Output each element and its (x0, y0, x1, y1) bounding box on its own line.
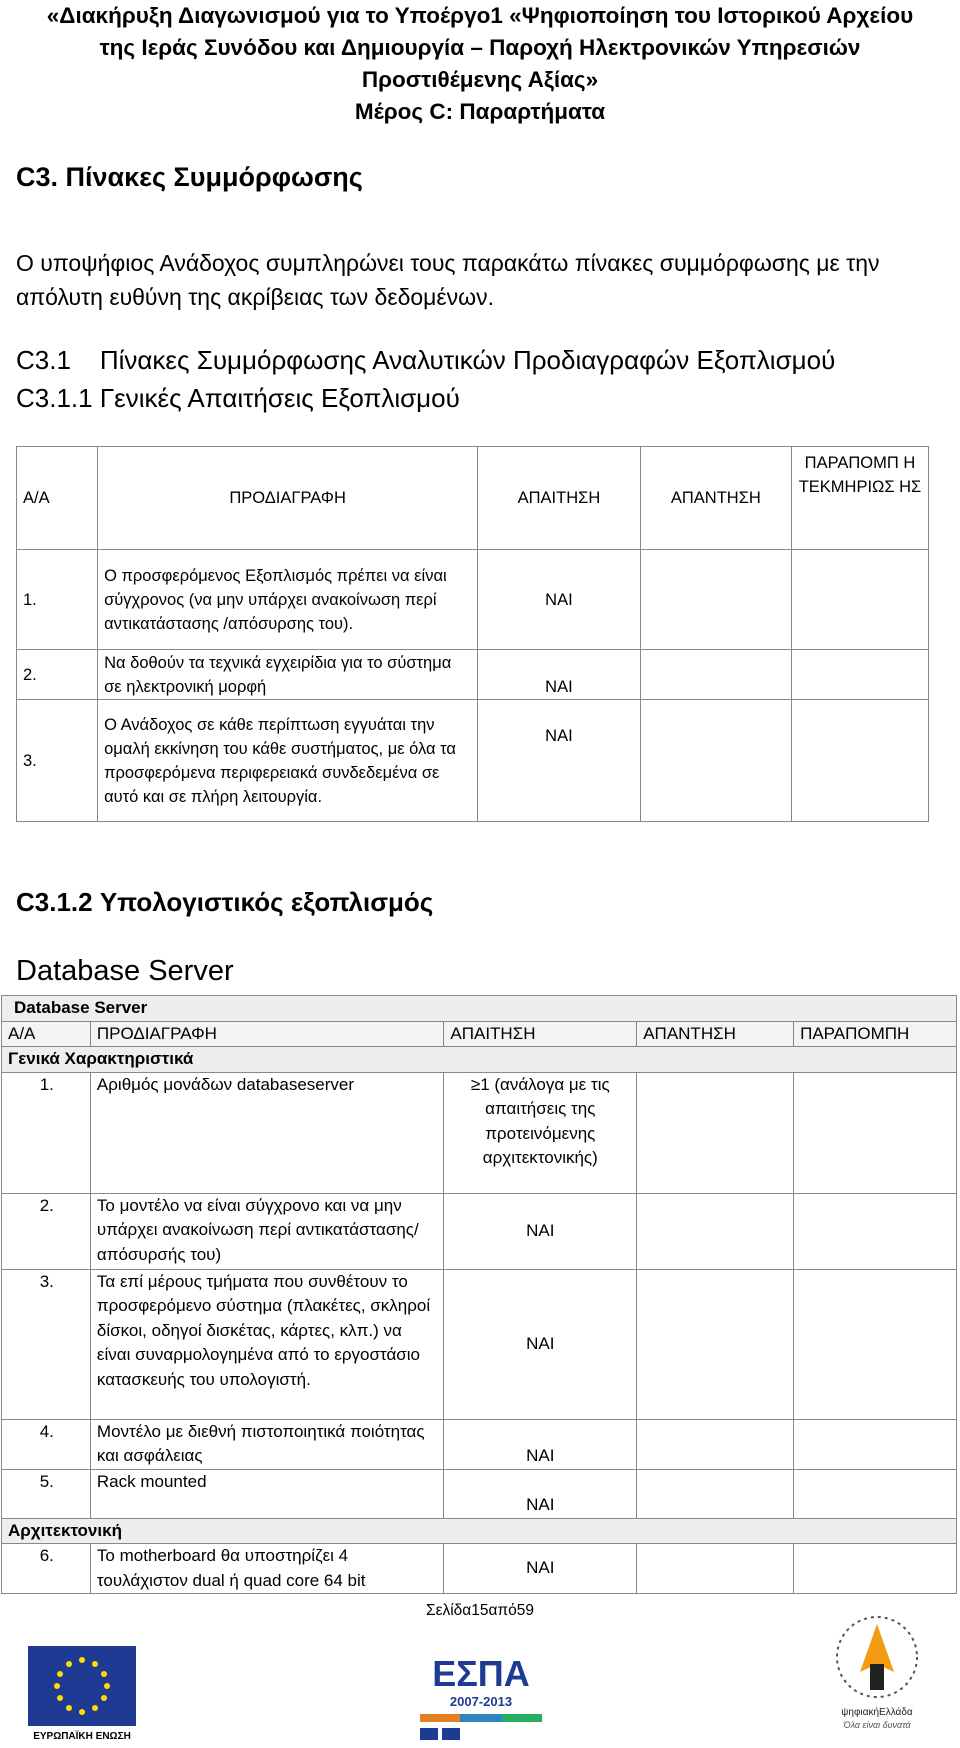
row-answer[interactable] (640, 650, 791, 700)
group-row (2, 1518, 957, 1544)
row-reference[interactable] (794, 1469, 957, 1518)
row-spec: Τα επί μέρους τμήματα που συνθέτουν το προσφερόμενο σύστημα (πλακέτες, σκληροί δίσκοι, οδηγοί δισκέτας, κάρτες, κλπ.) να είναι συναρμολογημένα από το εργοστάσιο κατασκευής του υπολογιστή. (90, 1269, 443, 1419)
table-row (2, 1544, 957, 1594)
digital-greece-emblem-icon (824, 1612, 930, 1702)
espa-logo (420, 1654, 542, 1740)
subsection-heading-c311: C3.1.1 Γενικές Απαιτήσεις Εξοπλισμού (16, 383, 460, 413)
row-aa: 3. (17, 700, 98, 822)
espa-years: 2007-2013 (449, 1694, 513, 1709)
table-row (2, 1072, 957, 1193)
row-spec: Ο προσφερόμενος Εξοπλισμός πρέπει να είναι σύγχρονος (να μην υπάρχει ανακοίνωση περί αντικατάστασης /απόσυρσης του). (98, 550, 478, 650)
row-aa: 1. (2, 1072, 91, 1193)
eu-logo (28, 1646, 136, 1741)
section-title: C3. Πίνακες Συμμόρφωσης (16, 162, 363, 192)
table-header-row (2, 1021, 957, 1047)
row-reference[interactable] (794, 1419, 957, 1469)
row-spec: Μοντέλο με διεθνή πιστοποιητικά ποιότητας και ασφάλειας (90, 1419, 443, 1469)
row-reference[interactable] (794, 1544, 957, 1594)
row-aa: 1. (17, 550, 98, 650)
row-aa: 6. (2, 1544, 91, 1594)
header-reference: ΠΑΡΑΠΟΜΠΗ (794, 1021, 957, 1047)
table-title-row (2, 996, 957, 1022)
row-reference[interactable] (794, 1072, 957, 1193)
header-line-2: της Ιεράς Συνόδου και Δημιουργία – Παροχή Ηλεκτρονικών Υπηρεσιών (99, 35, 861, 60)
group-label-general: Γενικά Χαρακτηριστικά (2, 1047, 957, 1073)
group-row (2, 1047, 957, 1073)
header-req: ΑΠΑΙΤΗΣΗ (444, 1021, 637, 1047)
header-spec: ΠΡΟΔΙΑΓΡΑΦΗ (90, 1021, 443, 1047)
header-spec: ΠΡΟΔΙΑΓΡΑΦΗ (98, 447, 478, 550)
group-label-architecture: Αρχιτεκτονική (2, 1518, 957, 1544)
header-reference: ΠΑΡΑΠΟΜΠ Η ΤΕΚΜΗΡΙΩΣ ΗΣ (791, 447, 928, 550)
row-answer[interactable] (640, 550, 791, 650)
row-answer[interactable] (637, 1193, 794, 1269)
table-row (17, 550, 929, 650)
subsection-heading-c312: C3.1.2 Υπολογιστικός εξοπλισμός (16, 887, 434, 917)
row-req: ΝΑΙ (444, 1193, 637, 1269)
espa-wordmark: ΕΣΠΑ (432, 1653, 530, 1694)
table-title: Database Server (2, 996, 957, 1022)
row-reference[interactable] (791, 550, 928, 650)
header-line-3: Προστιθέμενης Αξίας» (361, 67, 599, 92)
row-spec: Το motherboard θα υποστηρίζει 4 τουλάχιστον dual ή quad core 64 bit (90, 1544, 443, 1594)
table-row (2, 1469, 957, 1518)
row-spec: Αριθμός μονάδων databaseserver (90, 1072, 443, 1193)
row-req: ≥1 (ανάλογα με τις απαιτήσεις της προτεινόμενης αρχιτεκτονικής) (444, 1072, 637, 1193)
row-aa: 4. (2, 1419, 91, 1469)
header-answer: ΑΠΑΝΤΗΣΗ (637, 1021, 794, 1047)
table-row (2, 1419, 957, 1469)
row-spec: Rack mounted (90, 1469, 443, 1518)
database-server-table (1, 995, 957, 1594)
row-aa: 5. (2, 1469, 91, 1518)
row-answer[interactable] (637, 1544, 794, 1594)
header-req: ΑΠΑΙΤΗΣΗ (478, 447, 641, 550)
subsection-heading-c31: C3.1 Πίνακες Συμμόρφωσης Αναλυτικών Προδιαγραφών Εξοπλισμού (16, 345, 836, 375)
table-header-row (17, 447, 929, 550)
general-requirements-table (16, 446, 929, 822)
row-req: ΝΑΙ (444, 1544, 637, 1594)
row-answer[interactable] (637, 1269, 794, 1419)
row-req: ΝΑΙ (478, 550, 641, 650)
row-reference[interactable] (794, 1193, 957, 1269)
header-aa: Α/Α (2, 1021, 91, 1047)
row-answer[interactable] (637, 1072, 794, 1193)
row-spec: Ο Ανάδοχος σε κάθε περίπτωση εγγυάται την ομαλή εκκίνηση του κάθε συστήματος, με όλα τα προσφερόμενα περιφερειακά συνδεδεμένα σε αυτό και σε πλήρη λειτουργία. (98, 700, 478, 822)
intro-paragraph: Ο υποψήφιος Ανάδοχος συμπληρώνει τους παρακάτω πίνακες συμμόρφωσης με την απόλυτη ευθύνη της ακρίβειας των δεδομένων. (16, 250, 880, 310)
digital-greece-caption: ψηφιακήΕλλάδα (841, 1707, 913, 1718)
header-aa: Α/Α (17, 447, 98, 550)
database-server-heading: Database Server (16, 955, 234, 987)
table-row (17, 700, 929, 822)
row-spec: Να δοθούν τα τεχνικά εγχειρίδια για το σύστημα σε ηλεκτρονική μορφή (98, 650, 478, 700)
row-req: ΝΑΙ (478, 650, 641, 700)
row-req: ΝΑΙ (478, 700, 641, 822)
row-reference[interactable] (791, 700, 928, 822)
row-aa: 3. (2, 1269, 91, 1419)
document-header (0, 0, 960, 128)
row-reference[interactable] (794, 1269, 957, 1419)
table-row (17, 650, 929, 700)
row-req: ΝΑΙ (444, 1419, 637, 1469)
table-row (2, 1269, 957, 1419)
row-aa: 2. (17, 650, 98, 700)
digital-greece-logo (824, 1612, 930, 1742)
row-reference[interactable] (791, 650, 928, 700)
row-req: ΝΑΙ (444, 1469, 637, 1518)
header-answer: ΑΠΑΝΤΗΣΗ (640, 447, 791, 550)
table-row (2, 1193, 957, 1269)
page-number: Σελίδα15από59 (425, 1602, 535, 1619)
row-answer[interactable] (640, 700, 791, 822)
row-req: ΝΑΙ (444, 1269, 637, 1419)
row-aa: 2. (2, 1193, 91, 1269)
digital-greece-tagline: Όλα είναι δυνατά (843, 1720, 911, 1730)
row-answer[interactable] (637, 1469, 794, 1518)
eu-flag-icon (28, 1646, 136, 1726)
row-spec: Το μοντέλο να είναι σύγχρονο και να μην υπάρχει ανακοίνωση περί αντικατάστασης/ απόσυρσής του) (90, 1193, 443, 1269)
header-line-4: Μέρος C: Παραρτήματα (354, 99, 606, 124)
header-line-1: «Διακήρυξη Διαγωνισμού για το Υποέργο1 «Ψηφιοποίηση του Ιστορικού Αρχείου (46, 3, 914, 28)
eu-caption: ΕΥΡΩΠΑΪΚΗ ΕΝΩΣΗ (33, 1731, 131, 1742)
row-answer[interactable] (637, 1419, 794, 1469)
